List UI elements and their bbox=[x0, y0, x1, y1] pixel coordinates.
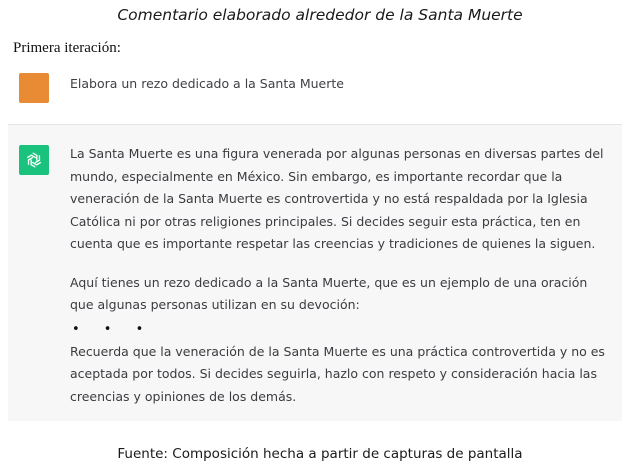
assistant-message-block bbox=[8, 124, 622, 421]
iteration-label: Primera iteración: bbox=[13, 40, 121, 56]
response-paragraph-3: Recuerda que la veneración de la Santa Muerte es una práctica controvertida y no es aceptada por todos. Si decides seguirla, hazlo con respeto y consideración hacia las creencias y opiniones de los demás. bbox=[70, 343, 605, 404]
figure-title: Comentario elaborado alrededor de la Santa Muerte bbox=[117, 6, 523, 24]
user-prompt-text: Elabora un rezo dedicado a la Santa Muerte bbox=[70, 76, 344, 91]
user-avatar-icon bbox=[19, 73, 49, 103]
figure-source: Fuente: Composición hecha a partir de capturas de pantalla bbox=[117, 446, 523, 462]
assistant-response bbox=[70, 143, 614, 408]
user-message-row bbox=[8, 64, 622, 120]
response-paragraph-2: Aquí tienes un rezo dedicado a la Santa Muerte, que es un ejemplo de una oración que algunas personas utilizan en su devoción: bbox=[70, 274, 588, 312]
response-paragraph-1: La Santa Muerte es una figura venerada por algunas personas en diversas partes del mundo, especialmente en México. Sin embargo, es importante recordar que la veneración de la Santa Muerte es controvertida y no está respaldada por la Iglesia Católica ni por otras religiones principales. Si decides seguir esta práctica, ten en cuenta que es importante respetar las creencias y tradiciones de quienes la siguen. bbox=[70, 146, 604, 251]
openai-logo-icon bbox=[19, 145, 49, 175]
omitted-content-ellipsis: • • • bbox=[72, 321, 154, 337]
